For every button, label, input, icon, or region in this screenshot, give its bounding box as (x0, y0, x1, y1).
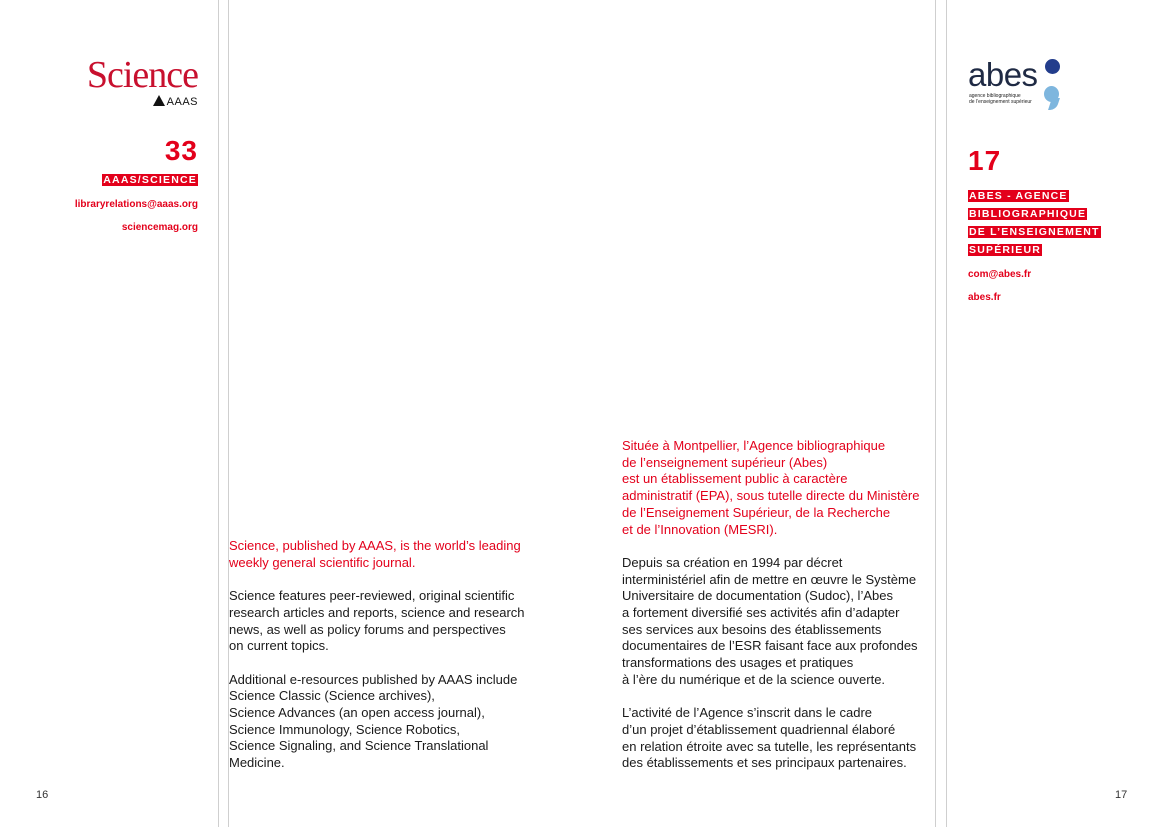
website-link[interactable]: sciencemag.org (121, 222, 198, 233)
science-paragraph-2: Additional e-resources published by AAAS include Science Classic (Science archives), Science Advances (an open access journal), Science Immunology, Science Robotics, Science Signaling, and Science Translational Medicine. (229, 671, 518, 771)
abes-paragraph-2: L’activité de l’Agence s’inscrit dans le cadre d’un projet d’établissement quadriennal élaboré en relation étroite avec sa tutelle, les représentants des établissements et ses principaux partenaires. (622, 705, 917, 771)
abes-logo-word: abes (968, 56, 1038, 93)
publisher-tag (80, 171, 198, 189)
abes-email-link[interactable]: com@abes.fr (968, 269, 1032, 280)
column-divider-right-outer (946, 0, 947, 827)
abes-logo-subtitle: agence bibliographique de l’enseignement supérieur (969, 93, 1032, 105)
entry-number: 33 (164, 135, 198, 166)
abes-dot-icon (1045, 59, 1060, 74)
publisher-tag-text: AAAS/SCIENCE (103, 174, 197, 186)
science-lead-paragraph: Science, published by AAAS, is the world’s leading weekly general scientific journal. (229, 538, 521, 570)
aaas-logo-text: AAAS (166, 96, 198, 108)
page-number-left: 16 (36, 789, 49, 801)
page-number-right: 17 (1115, 789, 1128, 801)
contact-email-link[interactable]: libraryrelations@aaas.org (74, 199, 198, 210)
entry-number-abes: 17 (968, 145, 1002, 176)
science-aaas-logo (80, 56, 198, 109)
column-divider-right-inner (935, 0, 936, 827)
abes-website-link[interactable]: abes.fr (968, 292, 1001, 303)
column-divider-left-outer (218, 0, 219, 827)
aaas-logo-icon (153, 95, 165, 106)
abes-logo (968, 58, 1068, 120)
science-description (229, 538, 559, 772)
abes-lead-paragraph: Située à Montpellier, l’Agence bibliographique de l’enseignement supérieur (Abes) est un établissement public à caractère administratif (EPA), sous tutelle directe du Ministère de l’Enseignement Supérieur, de la Recherche et de l’Innovation (MESRI). (622, 438, 920, 537)
abes-tag: ABES - AGENCE BIBLIOGRAPHIQUE DE L’ENSEIGNEMENT SUPÉRIEUR (969, 190, 1100, 256)
science-paragraph-1: Science features peer-reviewed, original scientific research articles and reports, science and research news, as well as policy forums and perspectives on current topics. (229, 588, 525, 654)
science-logo-word: Science (86, 54, 198, 96)
abes-paragraph-1: Depuis sa création en 1994 par décret interministériel afin de mettre en œuvre le Système Universitaire de documentation (Sudoc), l’Abes a fortement diversifié ses activités afin d’adapter ses services aux besoins des établissements documentaires de l’ESR faisant face aux profondes transformations des usages et pratiques à l’ère du numérique et de la science ouverte. (622, 554, 918, 687)
abes-description (622, 438, 934, 772)
